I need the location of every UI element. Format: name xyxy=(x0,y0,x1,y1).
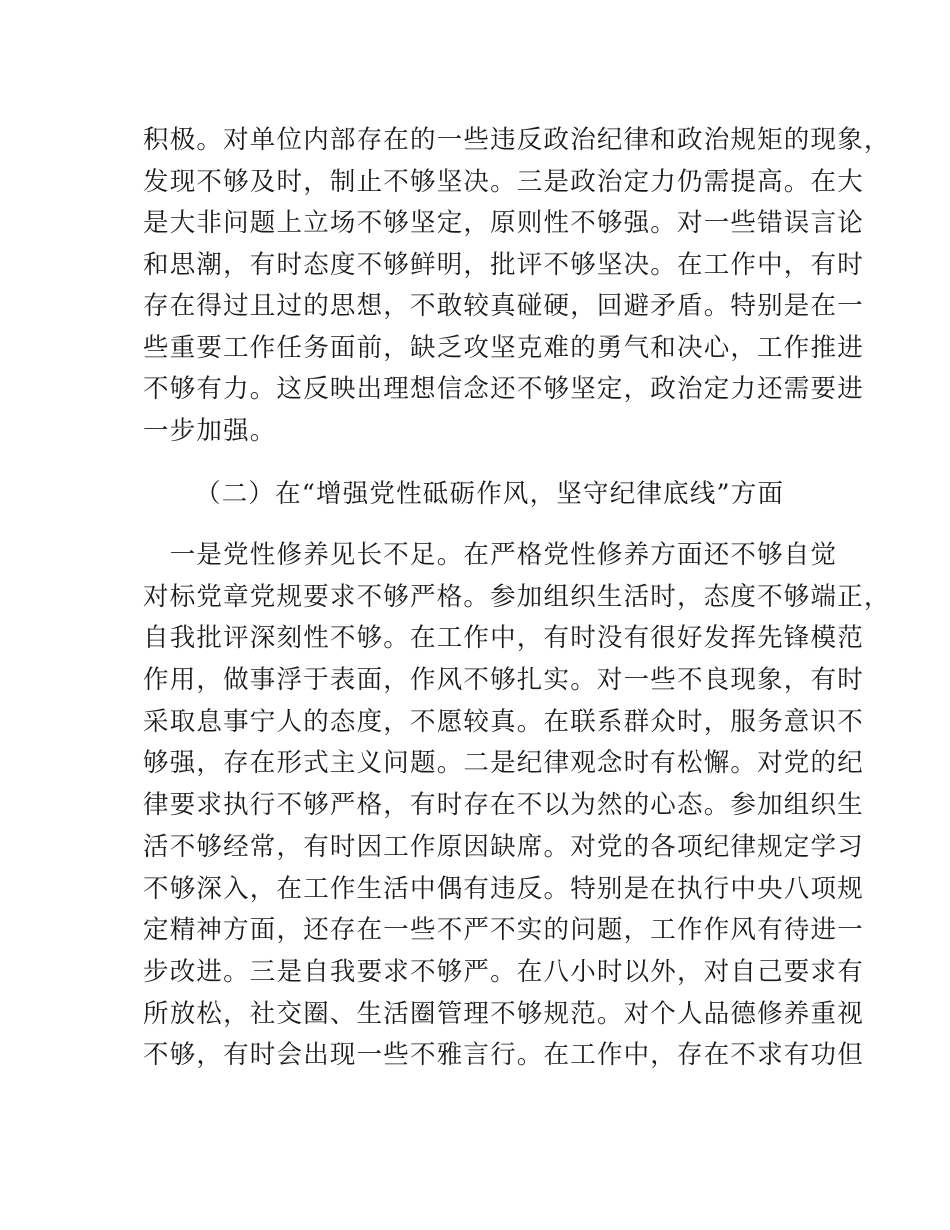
text-line: 所放松，社交圈、生活圈管理不够规范。对个人品德修养重视 xyxy=(143,998,864,1029)
paragraph-section-2 xyxy=(143,535,891,1077)
text-line: 律要求执行不够严格，有时存在不以为然的心态。参加组织生 xyxy=(143,790,864,821)
text-line: 发现不够及时，制止不够坚决。三是政治定力仍需提高。在大 xyxy=(143,166,864,197)
text-line: 采取息事宁人的态度，不愿较真。在联系群众时，服务意识不 xyxy=(143,706,864,737)
text-line: 活不够经常，有时因工作原因缺席。对党的各项纪律规定学习 xyxy=(143,831,864,862)
text-line: 存在得过且过的思想，不敢较真碰硬，回避矛盾。特别是在一 xyxy=(143,291,864,321)
text-line: 是大非问题上立场不够坚定，原则性不够强。对一些错误言论 xyxy=(143,208,864,238)
section-heading: （二）在“增强党性砥砺作风，坚守纪律底线”方面 xyxy=(195,479,785,509)
text-line: 够强，存在形式主义问题。二是纪律观念时有松懈。对党的纪 xyxy=(143,748,864,779)
text-line: 积极。对单位内部存在的一些违反政治纪律和政治规矩的现象， xyxy=(143,125,891,155)
text-line: 和思潮，有时态度不够鲜明，批评不够坚决。在工作中，有时 xyxy=(143,249,864,280)
text-line: 些重要工作任务面前，缺乏攻坚克难的勇气和决心，工作推进 xyxy=(143,332,864,363)
text-line: 定精神方面，还存在一些不严不实的问题，工作作风有待进一 xyxy=(143,915,864,946)
text-line: 步改进。三是自我要求不够严。在八小时以外，对自己要求有 xyxy=(143,956,864,987)
text-line: 一步加强。 xyxy=(143,415,277,446)
text-line: 不够，有时会出现一些不雅言行。在工作中，存在不求有功但 xyxy=(143,1040,864,1071)
text-line: 对标党章党规要求不够严格。参加组织生活时，态度不够端正， xyxy=(143,581,891,612)
text-line: 不够深入，在工作生活中偶有违反。特别是在执行中央八项规 xyxy=(143,873,864,904)
text-line: 作用，做事浮于表面，作风不够扎实。对一些不良现象，有时 xyxy=(143,665,864,696)
text-line: 一是党性修养见长不足。在严格党性修养方面还不够自觉 xyxy=(143,540,838,570)
text-line: 自我批评深刻性不够。在工作中，有时没有很好发挥先锋模范 xyxy=(143,623,864,654)
text-line: 不够有力。这反映出理想信念还不够坚定，政治定力还需要进 xyxy=(143,374,864,404)
paragraph-continued xyxy=(143,120,891,452)
